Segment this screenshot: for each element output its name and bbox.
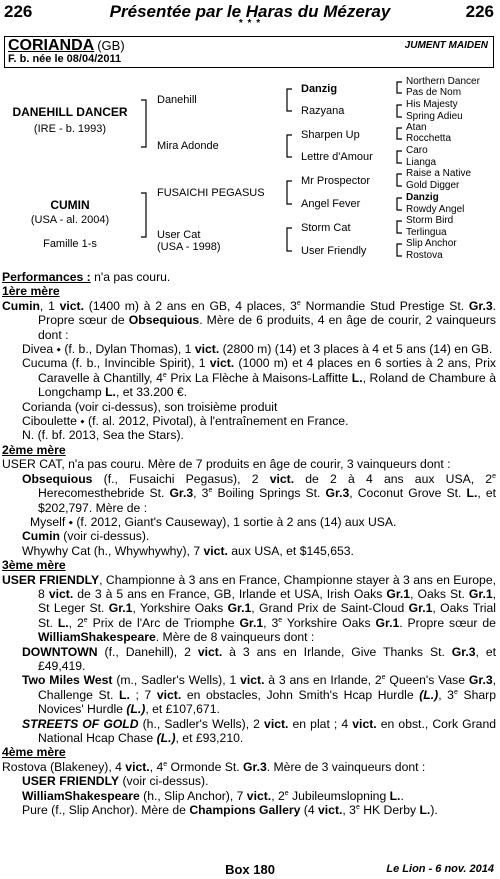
- pedigree-g4-11: Danzig: [406, 192, 439, 203]
- pedigree-g3-6: Angel Fever: [301, 198, 361, 210]
- heading-mere3: 3ème mère: [2, 558, 66, 573]
- pedigree-g4-4: Spring Adieu: [406, 111, 463, 122]
- produit-n: N. (f. bf. 2013, Sea the Stars).: [22, 428, 184, 443]
- lot-number-left: 226: [4, 2, 33, 21]
- box-number: Box 180: [225, 862, 275, 877]
- produit-pure: Pure (f., Slip Anchor). Mère de Champions Gallery (4 vict., 3e HK Derby L.).: [22, 803, 438, 818]
- horse-birth: F. b. née le 08/04/2011: [8, 53, 122, 65]
- pedigree-g4-1: Northern Dancer: [406, 76, 480, 87]
- pedigree-g4-15: Slip Anchor: [406, 238, 457, 249]
- pedigree-g4-12: Rowdy Angel: [406, 204, 465, 215]
- pedigree-sire-info: (IRE - b. 1993): [33, 123, 107, 135]
- pedigree-g4-14: Terlingua: [406, 227, 447, 238]
- pedigree-g2-1: Danehill: [157, 94, 197, 106]
- pedigree-g2-4-info: (USA - 1998): [157, 241, 221, 253]
- pedigree-g2-4: User Cat: [157, 229, 201, 241]
- produit-ciboulette: Ciboulette ⬩ (f. al. 2012, Pivotal), à l'entraînement en France.: [22, 414, 349, 429]
- pedigree-g3-5: Mr Prospector: [301, 175, 371, 187]
- pedigree-g3-7: Storm Cat: [301, 222, 351, 234]
- pedigree-g4-5: Atan: [406, 122, 427, 133]
- produit-william-shakespeare: WilliamShakespeare (h., Slip Anchor), 7 vict., 2e Jubileumslopning L..: [22, 788, 404, 803]
- pedigree-g4-8: Lianga: [406, 157, 437, 168]
- produit-divea: Divea ⬩ (f. b., Dylan Thomas), 1 vict. (2800 m) (14) et 3 places à 4 et 5 ans (14) en GB.: [22, 342, 493, 357]
- lot-number-right: 226: [465, 2, 494, 21]
- pedigree-g4-6: Rocchetta: [406, 133, 452, 144]
- pedigree-g3-4: Lettre d'Amour: [301, 151, 373, 163]
- catalogue-text: [2, 270, 496, 817]
- produit-two-miles-west: Two Miles West (m., Sadler's Wells), 1 vict. à 3 ans en Irlande, 2e Queen's Vase Gr.3, Challenge St. L. ; 7 vict. en obstacles, John Smith's Hcap Hurdle (L.), 3e Sharp Novices' Hurdle (L.), et £107,671.: [22, 673, 496, 717]
- pedigree-g3-1: Danzig: [301, 83, 338, 95]
- page-footer: [0, 862, 500, 878]
- header-stars: * * *: [238, 18, 262, 29]
- produit-cumin: Cumin (voir ci-dessus).: [22, 529, 150, 544]
- produit-whywhy: Whywhy Cat (h., Whywhywhy), 7 vict. aux USA, et $145,653.: [22, 543, 354, 558]
- heading-mere4: 4ème mère: [2, 745, 66, 760]
- mere4-main: Rostova (Blakeney), 4 vict., 4e Ormonde St. Gr.3. Mère de 3 vainqueurs dont :: [2, 759, 426, 774]
- pedigree-g4-9: Raise a Native: [406, 168, 472, 179]
- pedigree-dam: CUMIN: [50, 198, 90, 212]
- sale-location-date: Le Lion - 6 nov. 2014: [386, 863, 494, 875]
- consignor-title: Présentée par le Haras du Mézeray: [109, 2, 391, 21]
- pedigree-g4-13: Storm Bird: [406, 215, 454, 226]
- produit-streets-of-gold: STREETS OF GOLD (h., Sadler's Wells), 2 vict. en plat ; 4 vict. en obst., Cork Grand National Hcap Chase (L.), et £93,210.: [22, 716, 497, 745]
- produit-cucuma: Cucuma (f. b., Invincible Spirit), 1 vict. (1000 m) et 4 places en 6 sorties à 2 ans, Prix Caravelle à Chantilly, 4e Prix La Flèche à Maisons-Laffitte L., Roland de Chambure à Longchamp L., et 33.200 €.: [22, 356, 496, 400]
- horse-name: CORIANDA (GB): [8, 37, 125, 54]
- produit-downtown: DOWNTOWN (f., Danehill), 2 vict. à 3 ans en Irlande, Give Thanks St. Gr.3, et £49,419.: [22, 644, 496, 673]
- pedigree-g4-16: Rostova: [406, 250, 443, 261]
- pedigree-g4-10: Gold Digger: [406, 180, 460, 191]
- horse-status: JUMENT MAIDEN: [404, 40, 488, 51]
- mere2-main: USER CAT, n'a pas couru. Mère de 7 produits en âge de courir, 3 vainqueurs dont :: [2, 457, 451, 472]
- pedigree-g3-8: User Friendly: [301, 245, 367, 257]
- pedigree-g2-3: FUSAICHI PEGASUS: [157, 187, 265, 199]
- pedigree-dam-info: (USA - al. 2004): [30, 214, 110, 226]
- pedigree-g2-2: Mira Adonde: [157, 140, 219, 152]
- pedigree-family: Famille 1-s: [43, 238, 97, 250]
- produit-obsequious: Obsequious (f., Fusaichi Pegasus), 2 vict. de 2 à 4 ans aux USA, 2e Herecomesthebride St. Gr.3, 3e Boiling Springs St. Gr.3, Coconut Grove St. L., et $202,797. Mère de :: [22, 471, 497, 515]
- mere3-main: USER FRIENDLY, Championne à 3 ans en France, Championne stayer à 3 ans en Europe, 8 vict. de 3 à 5 ans en France, GB, Irlande et USA, Irish Oaks Gr.1, Oaks St. Gr.1, St Leger St. Gr.1, Yorkshire Oaks Gr.1, Grand Prix de Saint-Cloud Gr.1, Oaks Trial St. L., 2e Prix de l'Arc de Triomphe Gr.1, 3e Yorkshire Oaks Gr.1. Propre sœur de WilliamShakespeare. Mère de 8 vainqueurs dont :: [2, 572, 497, 645]
- heading-mere1: 1ère mère: [2, 284, 60, 299]
- pedigree-sire: DANEHILL DANCER: [12, 105, 128, 119]
- heading-mere2: 2ème mère: [2, 442, 66, 457]
- horse-origin: (GB): [97, 38, 125, 53]
- produit-user-friendly: USER FRIENDLY (voir ci-dessus).: [22, 774, 209, 789]
- mere1-main: Cumin, 1 vict. (1400 m) à 2 ans en GB, 4 places, 3e Normandie Stud Prestige St. Gr.3. Propre sœur de Obsequious. Mère de 6 produits, 4 en âge de courir, 2 vainqueurs dont :: [2, 298, 497, 342]
- pedigree-g4-3: His Majesty: [406, 99, 458, 110]
- produit-myself: Myself ⬩ (f. 2012, Giant's Causeway), 1 sortie à 2 ans (14) aux USA.: [30, 514, 397, 529]
- produit-corianda: Corianda (voir ci-dessus), son troisième produit: [22, 399, 278, 414]
- pedigree-g3-2: Razyana: [301, 105, 345, 117]
- pedigree-g4-2: Pas de Nom: [406, 87, 462, 98]
- pedigree-g4-7: Caro: [406, 145, 428, 156]
- performances-line: Performances : n'a pas couru.: [2, 270, 171, 284]
- pedigree-g3-3: Sharpen Up: [301, 129, 360, 141]
